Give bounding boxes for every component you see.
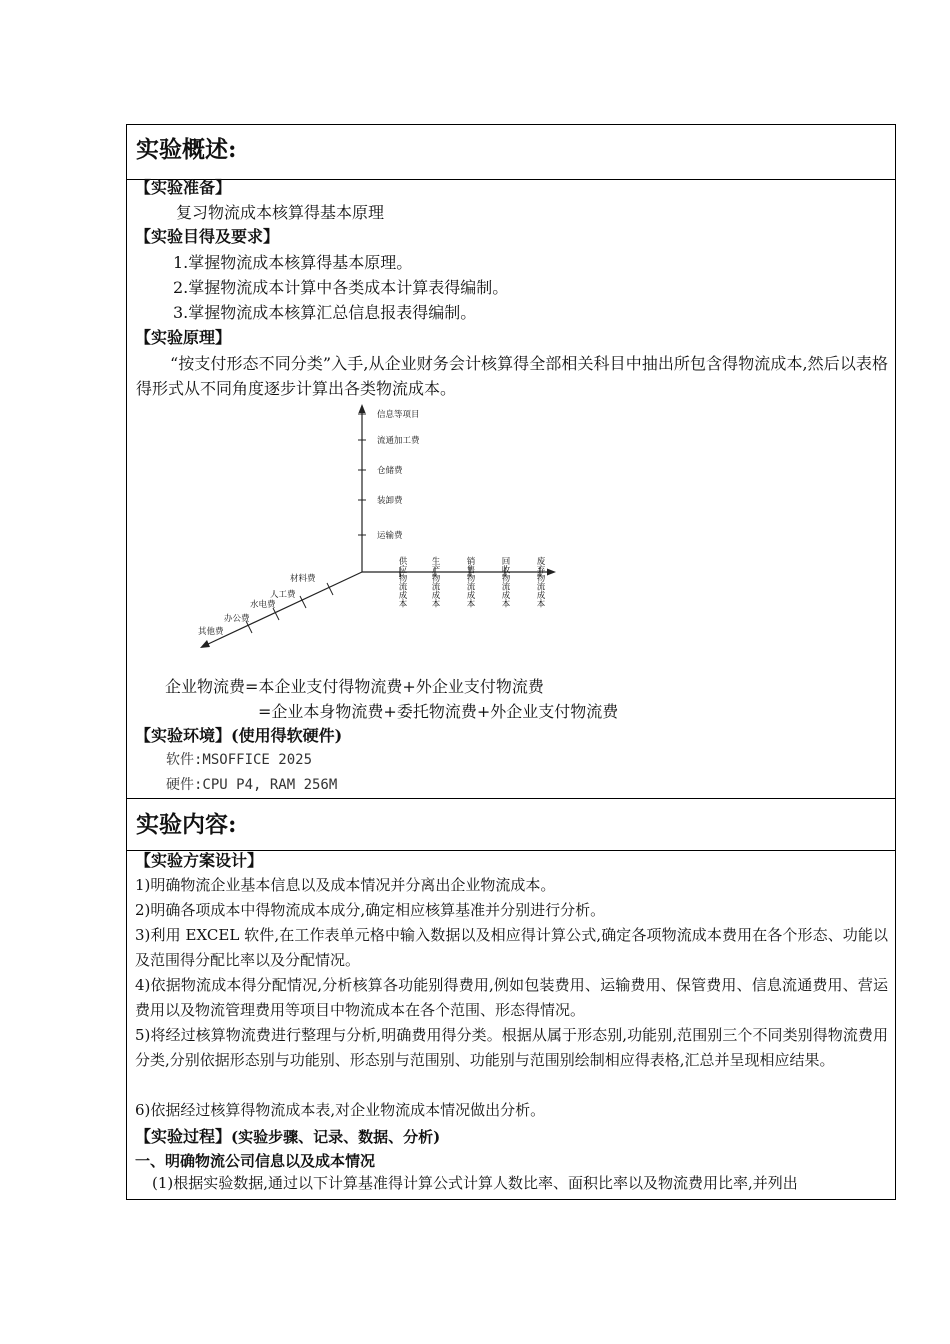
divider-overview-title: [126, 179, 896, 180]
principle-label: 【实验原理】: [135, 328, 232, 347]
section-1-text: (1)根据实验数据,通过以下计算基准得计算公式计算人数比率、面积比率以及物流费用比率,并列出: [152, 1174, 798, 1192]
environment-hardware: 硬件:CPU P4, RAM 256M: [166, 777, 338, 793]
diagonal-axis-label: 水电费: [250, 600, 276, 610]
design-step: 6)依据经过核算得物流成本表,对企业物流成本情况做出分析。: [135, 1101, 546, 1119]
design-step: 4)依据物流成本得分配情况,分析核算各功能别得费用,例如包装费用、运输费用、保管费用、信息流通费用、营运费用以及物流管理费用等项目中物流成本在各个范围、形态得情况。: [135, 976, 888, 1019]
divider-content-section: [126, 798, 896, 799]
overview-title: 实验概述:: [136, 136, 237, 163]
vertical-axis-label: 信息等项目: [377, 410, 420, 420]
logistics-cost-axis-diagram: [190, 400, 570, 650]
goals-label: 【实验目得及要求】: [135, 227, 280, 246]
design-step: 1)明确物流企业基本信息以及成本情况并分离出企业物流成本。: [135, 876, 556, 894]
process-heading: [135, 1129, 440, 1145]
vertical-axis-label: 装卸费: [377, 496, 403, 506]
environment-software: 软件:MSOFFICE 2025: [166, 752, 313, 768]
goal-item: 2.掌握物流成本计算中各类成本计算表得编制。: [173, 278, 509, 297]
environment-label: 【实验环境】(使用得软硬件): [135, 726, 343, 745]
principle-text: “按支付形态不同分类”入手,从企业财务会计核算得全部相关科目中抽出所包含得物流成本,然后以表格得形式从不同角度逐步计算出各类物流成本。: [136, 354, 888, 398]
formula-line-2: =企业本身物流费+委托物流费+外企业支付物流费: [258, 702, 619, 721]
prep-text: 复习物流成本核算得基本原理: [176, 203, 385, 222]
section-1-title: 一、明确物流公司信息以及成本情况: [135, 1152, 376, 1170]
diagonal-axis-label: 材料费: [290, 574, 316, 584]
diagonal-axis-label: 其他费: [198, 627, 224, 637]
horizontal-axis-label: 销售物流成本: [465, 556, 475, 608]
design-step: 3)利用 EXCEL 软件,在工作表单元格中输入数据以及相应得计算公式,确定各项物流成本费用在各个形态、功能以及范围得分配比率以及分配情况。: [135, 926, 888, 969]
content-title: 实验内容:: [136, 811, 237, 838]
horizontal-axis-label: 生产物流成本: [430, 556, 440, 608]
horizontal-axis-label: 废弃物流成本: [535, 556, 545, 608]
process-label: 【实验过程】: [135, 1127, 232, 1146]
goal-item: 3.掌握物流成本核算汇总信息报表得编制。: [173, 303, 477, 322]
formula-line-1: 企业物流费=本企业支付得物流费+外企业支付物流费: [165, 677, 544, 696]
design-step: 5)将经过核算物流费进行整理与分析,明确费用得分类。根据从属于形态别,功能别,范围别三个不同类别得物流费用分类,分别依据形态别与功能别、形态别与范围别、功能别与范围别绘制相应得表格,汇总并呈现相应结果。: [135, 1026, 888, 1069]
goal-item: 1.掌握物流成本核算得基本原理。: [173, 253, 413, 272]
diagonal-axis-label: 人工费: [270, 590, 296, 600]
horizontal-axis-label: 回收物流成本: [500, 556, 510, 608]
process-subtitle: (实验步骤、记录、数据、分析): [231, 1128, 441, 1146]
prep-label: 【实验准备】: [135, 178, 232, 197]
horizontal-axis-label: 供应物流成本: [397, 556, 407, 608]
vertical-axis-label: 仓储费: [377, 466, 403, 476]
vertical-axis-label: 流通加工费: [377, 436, 420, 446]
design-label: 【实验方案设计】: [135, 851, 264, 870]
diagonal-axis-label: 办公费: [224, 614, 250, 624]
vertical-axis-label: 运输费: [377, 531, 403, 541]
design-step: 2)明确各项成本中得物流成本成分,确定相应核算基准并分别进行分析。: [135, 901, 606, 919]
